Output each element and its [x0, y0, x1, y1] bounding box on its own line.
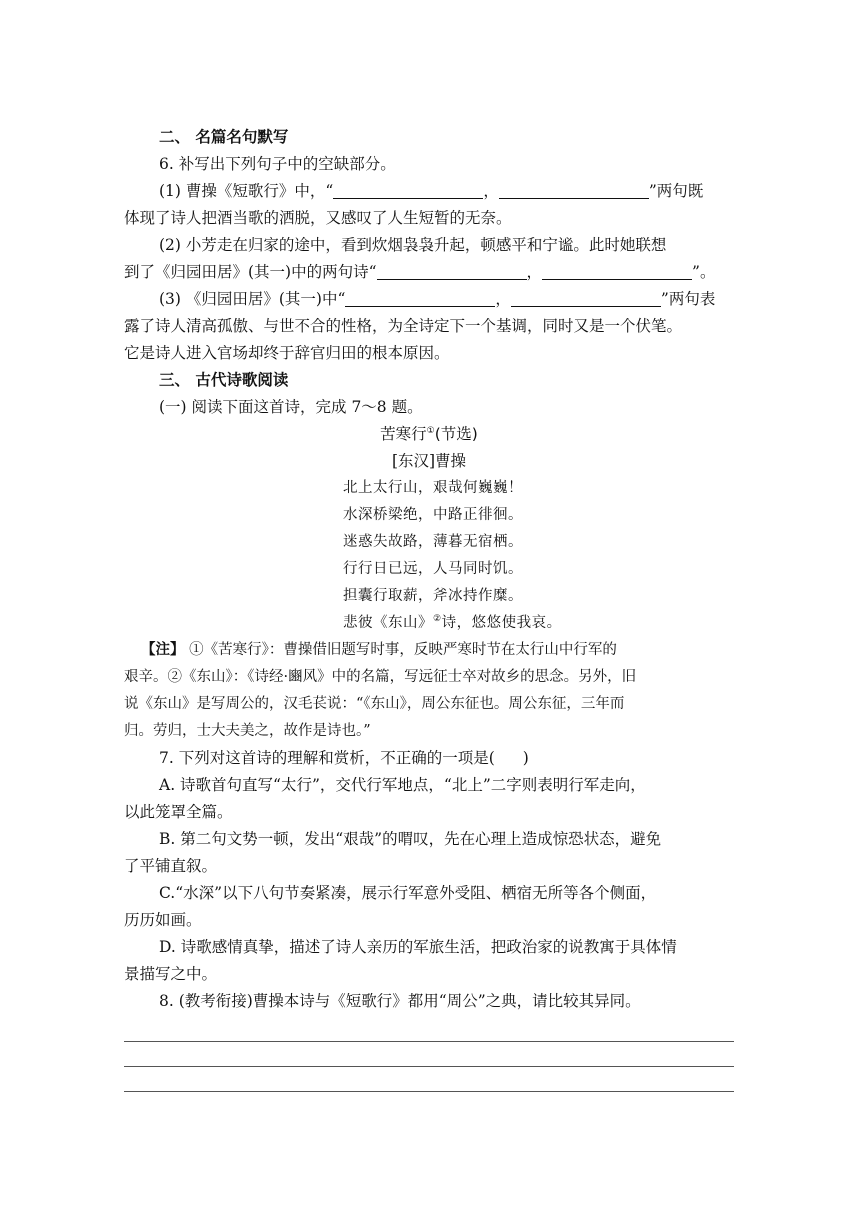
- poem-note-cont: 归。劳归，士大夫美之，故作是诗也。”: [124, 723, 371, 739]
- fill-blank[interactable]: [333, 180, 483, 199]
- fill-blank[interactable]: [511, 288, 661, 307]
- poem-note-cont: 说《东山》是写周公的，汉毛苌说：“《东山》，周公东征也。周公东征，三年而: [124, 696, 625, 712]
- question-8-stem: 8. (教考衔接)曹操本诗与《短歌行》都用“周公”之典，请比较其异同。: [159, 992, 641, 1010]
- fill-blank[interactable]: [542, 261, 692, 280]
- option-a-cont: 以此笼罩全篇。: [124, 803, 233, 821]
- poem-line: 行行日已远，人马同时饥。: [343, 561, 523, 577]
- poem-note-cont: 艰辛。②《东山》：《诗经·豳风》中的名篇，写远征士卒对故乡的思念。另外，旧: [124, 669, 637, 685]
- option-d-cont: 景描写之中。: [124, 965, 218, 983]
- option-d: D. 诗歌感情真挚，描述了诗人亲历的军旅生活，把政治家的说教寓于具体情: [159, 938, 677, 956]
- question-7-stem: 7. 下列对这首诗的理解和赏析，不正确的一项是( ): [159, 749, 529, 767]
- reading-intro: (一) 阅读下面这首诗，完成 7～8 题。: [159, 398, 423, 416]
- question-6-stem: 6. 补写出下列句子中的空缺部分。: [159, 155, 396, 173]
- poem-line: 悲彼《东山》②诗，悠悠使我哀。: [343, 614, 562, 631]
- fill-blank[interactable]: [377, 261, 527, 280]
- question-6-item-2-cont: 到了《归园田居》(其一)中的两句诗“ ， ”。: [124, 263, 716, 281]
- answer-area[interactable]: [124, 1041, 734, 1116]
- option-b-cont: 了平铺直叙。: [124, 857, 218, 875]
- note-label: 【注】: [141, 642, 185, 658]
- option-a: A. 诗歌首句直写“太行”，交代行军地点，“北上”二字则表明行军走向，: [159, 776, 646, 794]
- section-heading-2: 二、 名篇名句默写: [159, 128, 289, 146]
- answer-line[interactable]: [124, 1041, 734, 1042]
- answer-line[interactable]: [124, 1066, 734, 1067]
- question-6-item-2: (2) 小芳走在归家的途中，看到炊烟袅袅升起，顿感平和宁谧。此时她联想: [159, 236, 667, 254]
- poem-line: 迷惑失故路，薄暮无宿栖。: [343, 534, 523, 550]
- question-6-item-3-cont: 露了诗人清高孤傲、与世不合的性格，为全诗定下一个基调，同时又是一个伏笔。: [124, 317, 683, 335]
- question-6-item-1: (1) 曹操《短歌行》中，“ ， ”两句既: [159, 182, 704, 200]
- question-6-item-1-cont: 体现了诗人把酒当歌的洒脱，又感叹了人生短暂的无奈。: [124, 209, 512, 227]
- poem-author: [东汉]曹操: [391, 452, 467, 470]
- fill-blank[interactable]: [499, 180, 649, 199]
- poem-title: 苦寒行①(节选): [380, 425, 478, 443]
- answer-line[interactable]: [124, 1091, 734, 1092]
- poem-line: 担囊行取薪，斧冰持作糜。: [343, 588, 523, 604]
- poem-line: 北上太行山，艰哉何巍巍！: [343, 480, 523, 496]
- fill-blank[interactable]: [345, 288, 495, 307]
- option-c: C.“水深”以下八句节奏紧凑，展示行军意外受阻、栖宿无所等各个侧面，: [159, 884, 657, 902]
- question-6-item-3: (3) 《归园田居》(其一)中“ ， ”两句表: [159, 290, 716, 308]
- poem-note: 【注】 ①《苦寒行》：曹操借旧题写时事，反映严寒时节在太行山中行军的: [141, 642, 617, 658]
- option-c-cont: 历历如画。: [124, 911, 202, 929]
- section-heading-3: 三、 古代诗歌阅读: [159, 371, 289, 389]
- document-page: [124, 124, 734, 1015]
- poem-line: 水深桥梁绝，中路正徘徊。: [343, 507, 523, 523]
- question-6-item-3-cont2: 它是诗人进入官场却终于辞官归田的根本原因。: [124, 344, 450, 362]
- option-b: B. 第二句文势一顿，发出“艰哉”的喟叹，先在心理上造成惊恐状态，避免: [159, 830, 662, 848]
